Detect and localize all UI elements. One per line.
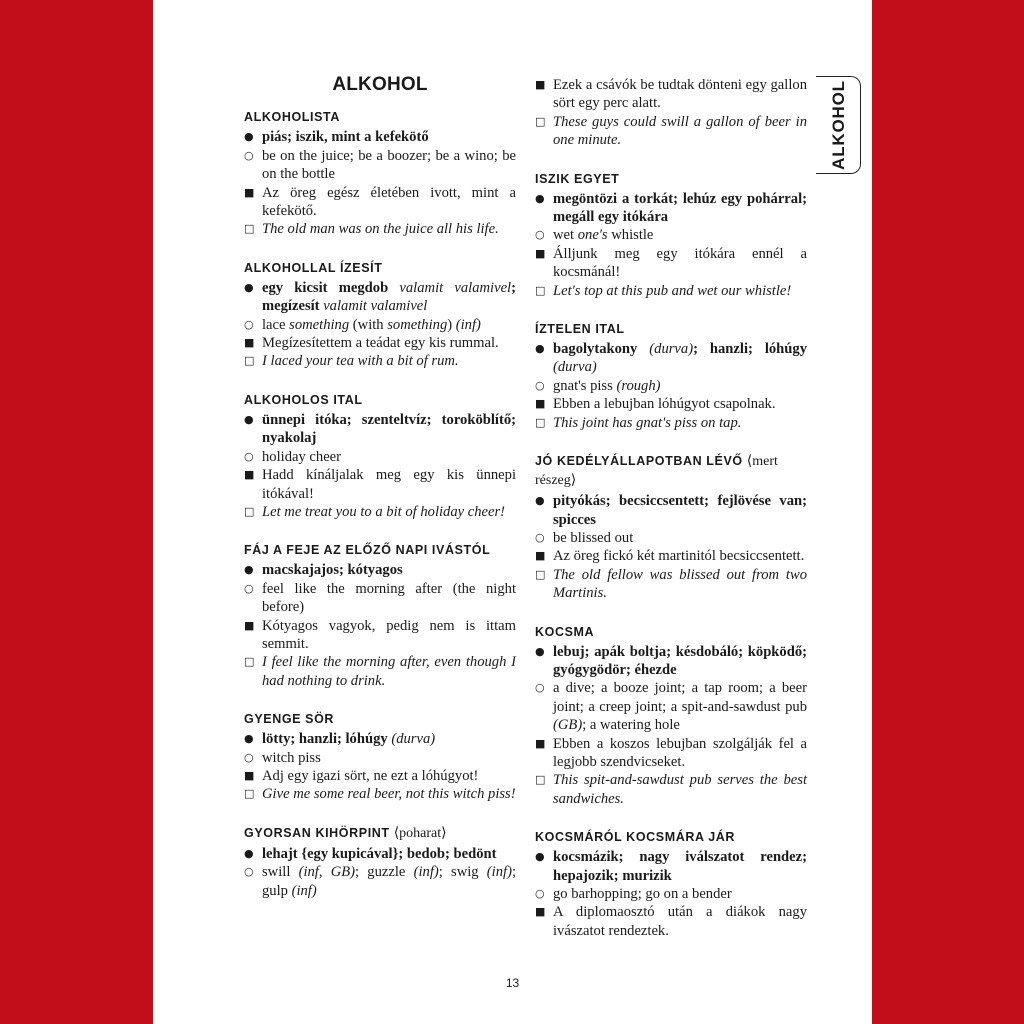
line-text: (inf) xyxy=(413,864,439,881)
entry-heading xyxy=(244,710,516,728)
bullet-filled-square-icon: ■ xyxy=(244,336,255,350)
entry-line xyxy=(535,547,807,565)
line-text: lace xyxy=(262,316,290,333)
line-text: (inf, GB) xyxy=(298,864,356,881)
entry-line xyxy=(244,448,516,466)
bullet-filled-circle-icon: ● xyxy=(244,412,254,426)
line-text: be blissed out xyxy=(553,529,634,546)
line-text: kocsmázik; nagy iválszatot rendez; hepajozik; murizik xyxy=(553,849,807,884)
line-text: pityókás; becsiccsentett; fejlövése van; spicces xyxy=(553,493,807,528)
entry-line xyxy=(244,730,516,748)
line-text: (durva) xyxy=(391,731,436,748)
line-text: ) xyxy=(447,316,456,333)
line-text: Ebben a lebujban lóhúgyot csapolnak. xyxy=(553,396,776,413)
bullet-filled-square-icon: ■ xyxy=(535,549,546,563)
entry-line xyxy=(244,653,516,690)
entry-line xyxy=(535,566,807,603)
bullet-filled-square-icon: ■ xyxy=(244,768,255,782)
entry-line xyxy=(244,863,516,900)
bullet-open-circle-icon: ○ xyxy=(535,378,545,392)
line-text: lehajt {egy kupicával}; bedob; bedönt xyxy=(262,845,497,862)
line-text: Ezek a csávók be tudtak dönteni egy gallon sört egy perc alatt. xyxy=(553,77,807,112)
bullet-filled-circle-icon: ● xyxy=(244,563,254,577)
line-text: bagolytakony xyxy=(553,341,650,358)
entry-line xyxy=(244,316,516,334)
bullet-open-square-icon: □ xyxy=(535,773,546,787)
entry-line xyxy=(535,643,807,680)
line-text: ünnepi itóka; szenteltvíz; toroköblítő; nyakolaj xyxy=(262,411,516,447)
line-text: something xyxy=(387,316,448,333)
line-text: egy kicsit megdob xyxy=(262,279,400,296)
entry-heading xyxy=(244,108,516,126)
line-text: ; a watering hole xyxy=(582,717,680,734)
bullet-open-square-icon: □ xyxy=(535,114,546,128)
entry xyxy=(244,824,516,900)
entry-heading-text: KOCSMÁRÓL KOCSMÁRA JÁR xyxy=(535,830,736,845)
entry xyxy=(244,108,516,238)
bullet-open-square-icon: □ xyxy=(244,222,255,236)
line-text: whistle xyxy=(607,227,654,244)
bullet-open-circle-icon: ○ xyxy=(535,681,545,695)
bullet-filled-square-icon: ■ xyxy=(535,78,546,91)
entry-heading xyxy=(244,391,516,409)
entry-line xyxy=(535,529,807,547)
entry xyxy=(244,259,516,371)
bullet-filled-square-icon: ■ xyxy=(244,468,255,482)
line-text: Ebben a koszos lebujban szolgálják fel a legjobb szendvicseket. xyxy=(553,735,807,770)
line-text: macskajajos; kótyagos xyxy=(262,562,403,579)
line-text: I feel like the morning after, even though I had nothing to drink. xyxy=(262,654,516,689)
entry-line xyxy=(244,749,516,767)
line-text: (GB) xyxy=(553,717,583,734)
entry-line xyxy=(244,352,516,370)
line-text: one's xyxy=(577,227,608,244)
bullet-open-square-icon: □ xyxy=(244,354,255,368)
entry-heading xyxy=(535,170,807,188)
bullet-filled-square-icon: ■ xyxy=(535,246,546,260)
entry-line xyxy=(244,220,516,238)
bullet-open-square-icon: □ xyxy=(244,655,255,669)
entry-heading xyxy=(244,259,516,277)
left-column xyxy=(244,76,516,900)
entry-line xyxy=(535,679,807,734)
entry-line xyxy=(244,767,516,785)
bullet-open-circle-icon: ○ xyxy=(244,317,254,331)
line-text: Let's top at this pub and wet our whistle! xyxy=(553,282,792,299)
bullet-filled-circle-icon: ● xyxy=(535,644,545,658)
entry-line xyxy=(244,466,516,503)
line-text: Az öreg egész életében ivott, mint a kefekötő. xyxy=(262,184,516,220)
line-text: Az öreg fickó két martinitól becsiccsentett. xyxy=(553,548,805,565)
line-text: swill xyxy=(262,864,299,881)
entry xyxy=(535,452,807,602)
bullet-filled-circle-icon: ● xyxy=(535,850,545,864)
entry xyxy=(244,541,516,690)
bullet-open-circle-icon: ○ xyxy=(244,750,254,764)
line-text: be on the juice; be a boozer; be a wino; be on the bottle xyxy=(262,147,516,183)
entry xyxy=(244,391,516,521)
line-text: I laced your tea with a bit of rum. xyxy=(262,353,459,370)
line-text: Give me some real beer, not this witch piss! xyxy=(262,786,516,803)
line-text: Hadd kínáljalak meg egy kis ünnepi itókával! xyxy=(262,467,516,502)
bullet-open-square-icon: □ xyxy=(535,415,546,429)
bullet-filled-square-icon: ■ xyxy=(535,397,546,411)
entry-heading-text: GYORSAN KIHÖRPINT xyxy=(244,825,390,840)
bullet-filled-square-icon: ■ xyxy=(244,185,255,199)
bullet-filled-circle-icon: ● xyxy=(244,280,254,294)
entry-line xyxy=(535,735,807,772)
entry-heading-text: JÓ KEDÉLYÁLLAPOTBAN LÉVŐ xyxy=(535,454,743,469)
bullet-filled-circle-icon: ● xyxy=(535,191,545,205)
entry-line xyxy=(244,785,516,803)
entry-line xyxy=(535,395,807,413)
bullet-filled-circle-icon: ● xyxy=(535,342,545,356)
bullet-filled-circle-icon: ● xyxy=(244,732,254,746)
entry-line xyxy=(244,411,516,448)
line-text: ; megízesít xyxy=(262,279,516,315)
line-text: feel like the morning after (the night before) xyxy=(262,580,516,616)
line-text: lötty; hanzli; lóhúgy xyxy=(262,731,392,748)
line-text: A diplomaosztó után a diákok nagy ivászatot rendeztek. xyxy=(553,904,807,939)
right-column xyxy=(535,76,807,940)
line-text: a dive; a booze joint; a tap room; a beer joint; a creep joint; a spit-and-sawdust pub xyxy=(553,680,807,715)
entry-line xyxy=(535,340,807,377)
entry-heading-text: ISZIK EGYET xyxy=(535,171,620,186)
side-tab-label: ALKOHOL xyxy=(829,80,848,170)
entry-line xyxy=(244,128,516,146)
entry-line xyxy=(535,190,807,227)
bullet-filled-square-icon: ■ xyxy=(244,618,255,632)
line-text: ; swig xyxy=(438,864,487,881)
entry xyxy=(535,828,807,940)
entry xyxy=(535,623,807,809)
bullet-open-square-icon: □ xyxy=(244,787,255,801)
line-text: wet xyxy=(553,227,578,244)
entry-line xyxy=(244,617,516,654)
entry-heading xyxy=(535,623,807,641)
line-text: lebuj; apák boltja; késdobáló; köpködő; gyógygödör; éhezde xyxy=(553,643,807,678)
line-text: ; guzzle xyxy=(355,864,414,881)
line-text: go barhopping; go on a bender xyxy=(553,886,732,902)
entry-line xyxy=(535,492,807,529)
entry-heading-text: KOCSMA xyxy=(535,624,595,639)
entry-line xyxy=(535,76,807,113)
entry xyxy=(535,170,807,300)
bullet-filled-square-icon: ■ xyxy=(535,905,546,919)
line-text: ; gulp xyxy=(262,864,516,899)
entry-line xyxy=(244,503,516,521)
entry xyxy=(244,710,516,804)
entry-heading xyxy=(244,824,516,843)
line-text: piás; iszik, mint a kefekötő xyxy=(262,129,429,146)
line-text: (durva) xyxy=(553,359,597,376)
entry-line xyxy=(535,245,807,282)
entry xyxy=(535,320,807,432)
line-text: valamit valamivel xyxy=(323,298,428,315)
entry-heading xyxy=(535,452,807,490)
entry xyxy=(535,76,807,150)
line-text: something xyxy=(289,316,350,333)
entry-heading-note: ⟨mert részeg⟩ xyxy=(535,454,778,489)
bullet-open-square-icon: □ xyxy=(535,567,546,581)
line-text: megöntözi a torkát; lehúz egy pohárral; megáll egy itókára xyxy=(553,190,807,226)
entry-line xyxy=(244,147,516,184)
line-text: Álljunk meg egy itókára ennél a kocsmánál! xyxy=(553,245,807,281)
entry-heading xyxy=(244,541,516,559)
line-text: (durva) xyxy=(649,341,694,358)
entry-heading-text: GYENGE SÖR xyxy=(244,712,335,727)
entry-line xyxy=(535,771,807,808)
bullet-filled-circle-icon: ● xyxy=(535,494,545,508)
entry-line xyxy=(535,226,807,244)
entry-line xyxy=(535,377,807,395)
line-text: ; hanzli; lóhúgy xyxy=(693,341,807,358)
line-text: Kótyagos vagyok, pedig nem is ittam semmit. xyxy=(262,617,516,652)
line-text: These guys could swill a gallon of beer in one minute. xyxy=(553,113,807,149)
page-title: ALKOHOL xyxy=(332,74,428,95)
line-text: (with xyxy=(349,316,388,333)
bullet-open-circle-icon: ○ xyxy=(535,530,545,544)
entry-line xyxy=(535,903,807,940)
entry-line xyxy=(244,580,516,617)
bullet-open-square-icon: □ xyxy=(535,283,546,297)
entry-line xyxy=(535,414,807,432)
line-text: The old fellow was blissed out from two Martinis. xyxy=(553,566,807,602)
bullet-open-circle-icon: ○ xyxy=(535,228,545,242)
entry-line xyxy=(244,845,516,863)
entry-line xyxy=(244,561,516,579)
bullet-filled-circle-icon: ● xyxy=(244,846,254,860)
line-text: This spit-and-sawdust pub serves the best sandwiches. xyxy=(553,772,807,807)
line-text: (inf) xyxy=(486,864,512,881)
line-text: The old man was on the juice all his life. xyxy=(262,221,499,238)
side-tab-label-wrap xyxy=(816,76,862,174)
bullet-open-square-icon: □ xyxy=(244,504,255,518)
entry-line xyxy=(244,184,516,221)
entry-heading-text: ALKOHOLISTA xyxy=(244,110,340,125)
line-text: valamit valamivel xyxy=(399,279,512,296)
line-text: gnat's piss xyxy=(553,377,617,394)
bullet-open-circle-icon: ○ xyxy=(244,449,254,463)
bullet-open-circle-icon: ○ xyxy=(244,581,254,595)
bullet-open-circle-icon: ○ xyxy=(535,887,545,900)
entry-heading xyxy=(535,828,807,846)
line-text: Megízesítettem a teádat egy kis rummal. xyxy=(262,335,499,352)
line-text: This joint has gnat's piss on tap. xyxy=(553,414,742,431)
line-text: holiday cheer xyxy=(262,448,342,465)
entry-heading-text: ALKOHOLLAL ÍZESÍT xyxy=(244,260,383,275)
left-entries xyxy=(244,108,516,900)
entry-line xyxy=(535,885,807,903)
right-entries xyxy=(535,76,807,940)
entry-line xyxy=(535,113,807,150)
line-text: (inf) xyxy=(455,316,481,333)
line-text: (inf) xyxy=(291,882,317,899)
entry-heading-text: ÍZTELEN ITAL xyxy=(535,322,625,337)
page xyxy=(153,0,872,1024)
bullet-open-circle-icon: ○ xyxy=(244,865,254,879)
entry-heading-text: FÁJ A FEJE AZ ELŐZŐ NAPI IVÁSTÓL xyxy=(244,543,491,558)
page-number: 13 xyxy=(505,976,520,990)
entry-line xyxy=(244,334,516,352)
entry-heading-note: ⟨poharat⟩ xyxy=(393,825,447,841)
entry-line xyxy=(535,282,807,300)
line-text: Let me treat you to a bit of holiday cheer! xyxy=(262,503,506,520)
entry-heading xyxy=(535,320,807,338)
entry-line xyxy=(244,279,516,316)
line-text: (rough) xyxy=(616,377,661,394)
entry-heading-text: ALKOHOLOS ITAL xyxy=(244,392,363,407)
bullet-filled-circle-icon: ● xyxy=(244,130,254,144)
line-text: Adj egy igazi sört, ne ezt a lóhúgyot! xyxy=(262,767,479,784)
bullet-filled-square-icon: ■ xyxy=(535,736,546,750)
line-text: witch piss xyxy=(262,749,321,766)
bullet-open-circle-icon: ○ xyxy=(244,148,254,162)
entry-line xyxy=(535,848,807,885)
